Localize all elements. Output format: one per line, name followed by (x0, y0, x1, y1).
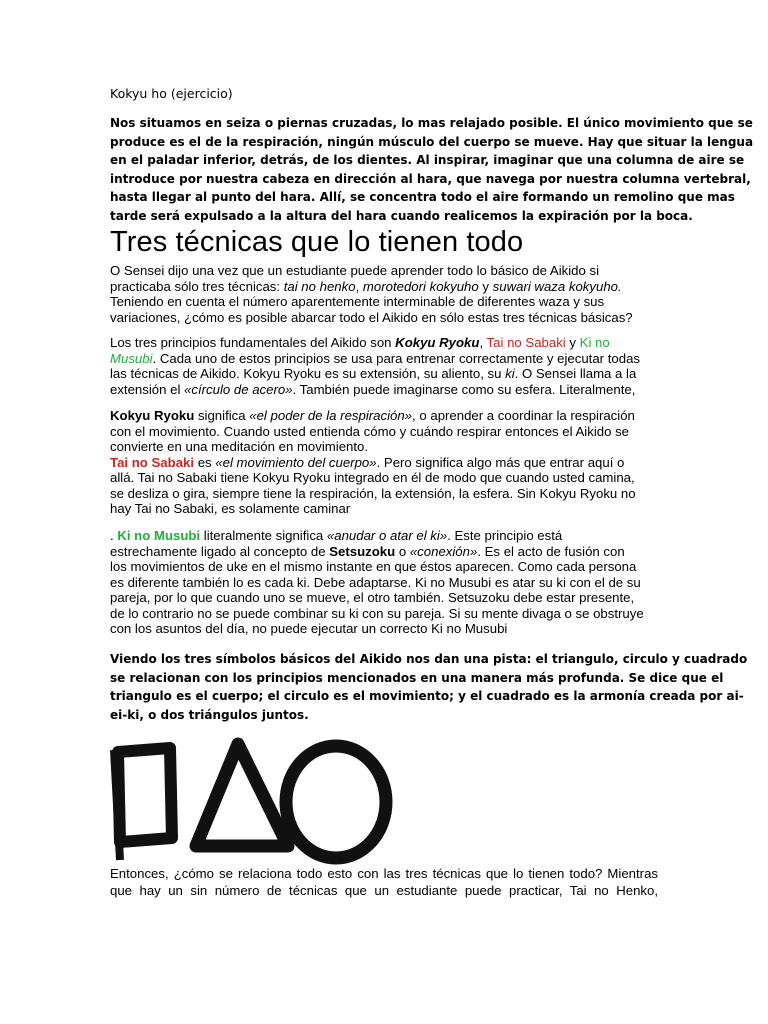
text-line: tarde será expulsado a la altura del hara cuando realicemos la expiración por la boca. (110, 208, 693, 223)
paragraph-kokyu-ryoku (110, 408, 658, 517)
term-ki-no-musubi: Ki no (579, 335, 610, 350)
text-line (110, 366, 658, 382)
paragraph-kokyu-ho (110, 114, 754, 225)
text-line: que hay un sin número de técnicas que un estudiante puede practicar, Tai no Henko, (110, 882, 658, 898)
text-line: Viendo los tres símbolos básicos del Aikido nos dan una pista: el triangulo, circulo y cuadrado (110, 652, 748, 666)
text-span: . Este principio está (447, 528, 563, 543)
text-line: los movimientos de uke en el mismo instante en que éstos aparecen. Como cada persona (110, 559, 637, 574)
main-heading: Tres técnicas que lo tienen todo (110, 226, 524, 258)
text-line: introduce por nuestra cabeza en dirección al hara, que navega por nuestra columna vertebral, (110, 171, 751, 186)
term-kokyu-ryoku: Kokyu Ryoku (110, 408, 195, 423)
text-line: hay Tai no Sabaki, es solamente caminar (110, 501, 351, 516)
technique-name: tai no henko (283, 278, 356, 294)
text-line: Nos situamos en seiza o piernas cruzadas, lo mas relajado posible. El único movimiento que se (110, 116, 753, 130)
text-span: . (110, 528, 118, 543)
text-line: ei-ki, o dos triángulos juntos. (110, 707, 309, 722)
quote-circulo-de-acero: «círculo de acero» (184, 381, 293, 397)
text-line (110, 335, 658, 351)
text-span: . O Sensei llama a la (514, 366, 637, 381)
term-kokyu-ryoku: Kokyu Ryoku (395, 335, 480, 350)
text-line (110, 408, 658, 424)
section-title-kokyu-ho: Kokyu ho (ejercicio) (110, 86, 233, 101)
paragraph-intro (110, 263, 658, 325)
text-line: con el movimiento. Cuando usted entienda cómo y cuándo respirar entonces el Aikido se (110, 423, 630, 439)
text-span: , (355, 278, 363, 294)
aikido-symbols-image (110, 730, 430, 870)
text-span: y (478, 278, 493, 294)
text-line: se relacionan con los principios mencionados en una manera más profunda. Se dice que el (110, 670, 724, 685)
triangle-symbol-icon (196, 744, 288, 846)
text-span: . Pero significa algo más que entrar aquí o (376, 454, 625, 470)
text-span: . Es el acto de fusión con (477, 543, 625, 559)
text-line: es diferente también lo es cada ki. Debe adaptarse. Ki no Musubi es atar su ki con el de su (110, 574, 641, 590)
paragraph-conclusion (110, 866, 658, 899)
text-line: de lo contrario no se puede combinar su ki con su pareja. Si su mente divaga o se obstruye (110, 605, 644, 621)
term-ki: ki (505, 366, 515, 381)
text-line: hasta llegar al punto del hara. Allí, se concentra todo el aire formando un remolino que mas (110, 190, 735, 204)
technique-name: morotedori kokyuho (362, 278, 479, 294)
text-line: con los asuntos del día, no puede ejecutar un correcto Ki no Musubi (110, 621, 508, 636)
text-span: practicaba sólo tres técnicas: (110, 278, 284, 294)
technique-name: suwari waza kokyuho. (492, 278, 622, 294)
text-line: pareja, por lo que cuando uno se mueve, el otro también. Setsuzoku debe estar presente, (110, 590, 635, 605)
text-line (110, 351, 658, 367)
text-line: O Sensei dijo una vez que un estudiante puede aprender todo lo básico de Aikido si (110, 263, 600, 278)
quote-movimiento-cuerpo: «el movimiento del cuerpo» (215, 454, 377, 470)
text-line: se desliza o gira, siempre tiene la respiración, la extensión, la esfera. Sin Kokyu Ryoku no (110, 485, 636, 501)
text-line (110, 455, 658, 471)
quote-conexion: «conexión» (409, 543, 478, 559)
text-span: , (479, 335, 487, 350)
text-span: , o aprender a coordinar la respiración (412, 408, 635, 423)
text-line (110, 382, 658, 398)
paragraph-ki-no-musubi (110, 528, 658, 637)
text-span: o (395, 543, 410, 559)
square-symbol-icon (114, 748, 172, 860)
text-line: Entonces, ¿cómo se relaciona todo esto con las tres técnicas que lo tienen todo? Mientras (110, 866, 658, 881)
text-span: estrechamente ligado al concepto de (110, 543, 330, 559)
text-line: triangulo es el cuerpo; el circulo es el movimiento; y el cuadrado es la armonía creada por ai- (110, 689, 744, 703)
text-span: . También puede imaginarse como su esfera. Literalmente, (292, 381, 636, 397)
paragraph-symbols (110, 650, 748, 724)
term-setsuzoku: Setsuzoku (329, 543, 396, 559)
text-line (110, 279, 658, 295)
text-line: Teniendo en cuenta el número aparentemente interminable de diferentes waza y sus (110, 294, 605, 309)
term-ki-no-musubi: Ki no Musubi (117, 528, 201, 543)
circle-symbol-icon (286, 746, 386, 858)
text-span: es (194, 454, 216, 470)
text-line: allá. Tai no Sabaki tiene Kokyu Ryoku integrado en él de modo que cuando usted camina, (110, 470, 635, 485)
quote-anudar-ki: «anudar o atar el ki» (326, 528, 448, 543)
text-line: convierte en una meditación en movimiento. (110, 439, 369, 454)
term-ki-no-musubi: Musubi (110, 350, 153, 366)
text-line (110, 544, 658, 560)
text-span: significa (194, 408, 250, 423)
text-line: produce es el de la respiración, ningún músculo del cuerpo se mueve. Hay que situar la lengua (110, 134, 754, 149)
quote-poder-respiracion: «el poder de la respiración» (249, 408, 413, 423)
text-line (110, 528, 658, 544)
text-span: literalmente significa (200, 528, 327, 543)
text-span: y (565, 335, 580, 350)
term-tai-no-sabaki: Tai no Sabaki (110, 454, 195, 470)
text-line: en el paladar inferior, detrás, de los dientes. Al inspirar, imaginar que una columna de aire se (110, 153, 745, 167)
text-span: extensión el (110, 381, 185, 397)
paragraph-principles (110, 335, 658, 397)
text-span: . Cada uno de estos principios se usa para entrenar correctamente y ejecutar todas (152, 350, 640, 366)
text-span: Los tres principios fundamentales del Aikido son (110, 335, 396, 350)
text-line: variaciones, ¿cómo es posible abarcar todo el Aikido en sólo estas tres técnicas básicas? (110, 309, 633, 325)
term-tai-no-sabaki: Tai no Sabaki (486, 335, 566, 350)
text-span: las técnicas de Aikido. Kokyu Ryoku es su extensión, su aliento, su (110, 366, 506, 381)
